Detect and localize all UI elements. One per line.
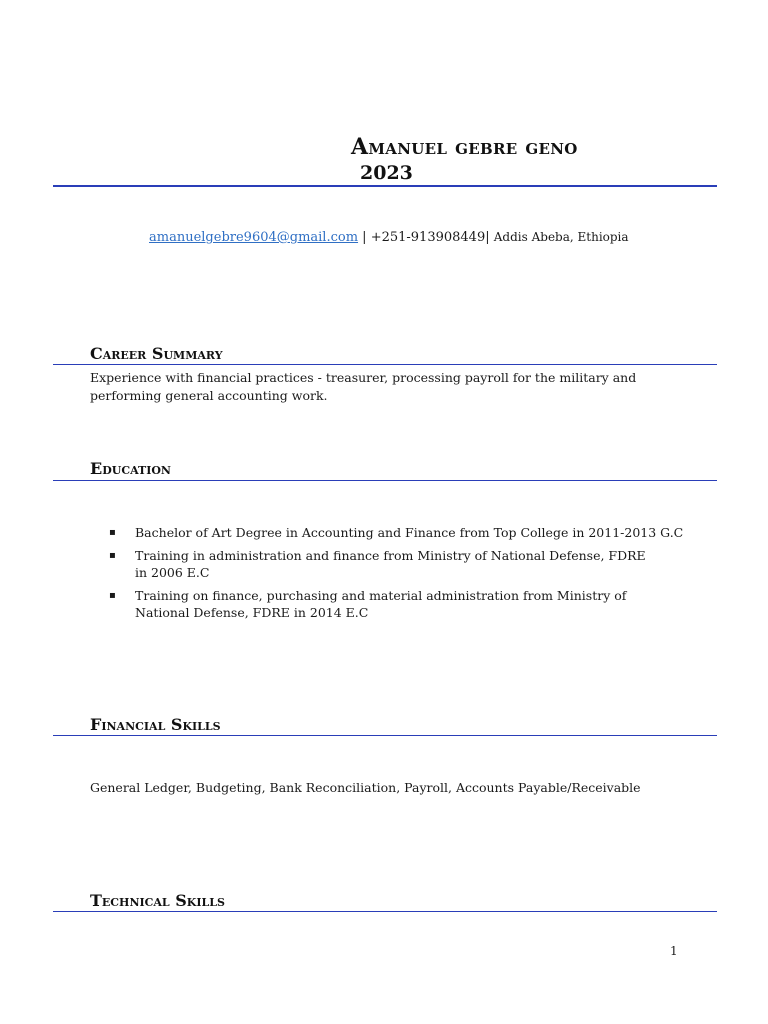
- list-item: [107, 587, 675, 621]
- career-summary-line-2: performing general accounting work.: [90, 388, 328, 403]
- page-number: 1: [670, 944, 678, 958]
- document-year: 2023: [360, 162, 413, 184]
- list-item: [107, 524, 687, 541]
- location-text: Addis Abeba, Ethiopia: [493, 230, 629, 244]
- bullet-icon: ▪: [109, 527, 116, 538]
- list-item: [107, 547, 655, 581]
- education-heading: Education: [90, 459, 171, 478]
- education-item-text: Training on finance, purchasing and material administration from Ministry of National Defense, FDRE in 2014 E.C: [135, 588, 627, 620]
- financial-skills-heading: Financial Skills: [90, 715, 221, 734]
- education-item-text: Bachelor of Art Degree in Accounting and Finance from Top College in 2011-2013 G.C: [135, 525, 684, 540]
- career-summary-divider: [53, 364, 717, 365]
- education-list: [107, 524, 687, 627]
- financial-skills-divider: [53, 735, 717, 736]
- career-summary-line-1: Experience with financial practices - treasurer, processing payroll for the military and: [90, 370, 637, 385]
- career-summary-text: [90, 369, 650, 405]
- bullet-icon: ▪: [109, 550, 116, 561]
- financial-skills-text: General Ledger, Budgeting, Bank Reconciliation, Payroll, Accounts Payable/Receivable: [90, 780, 641, 795]
- education-item-text: Training in administration and finance from Ministry of National Defense, FDRE in 2006 E.C: [135, 548, 646, 580]
- email-link[interactable]: amanuelgebre9604@gmail.com: [149, 230, 359, 245]
- technical-skills-divider: [53, 911, 717, 912]
- applicant-name: Amanuel gebre geno: [351, 134, 578, 160]
- header-divider: [53, 185, 717, 187]
- technical-skills-heading: Technical Skills: [90, 891, 225, 910]
- phone-text: | +251-913908449|: [358, 230, 494, 245]
- bullet-icon: ▪: [109, 590, 116, 601]
- education-divider: [53, 480, 717, 481]
- career-summary-heading: Career Summary: [90, 344, 223, 363]
- contact-line: [149, 230, 629, 245]
